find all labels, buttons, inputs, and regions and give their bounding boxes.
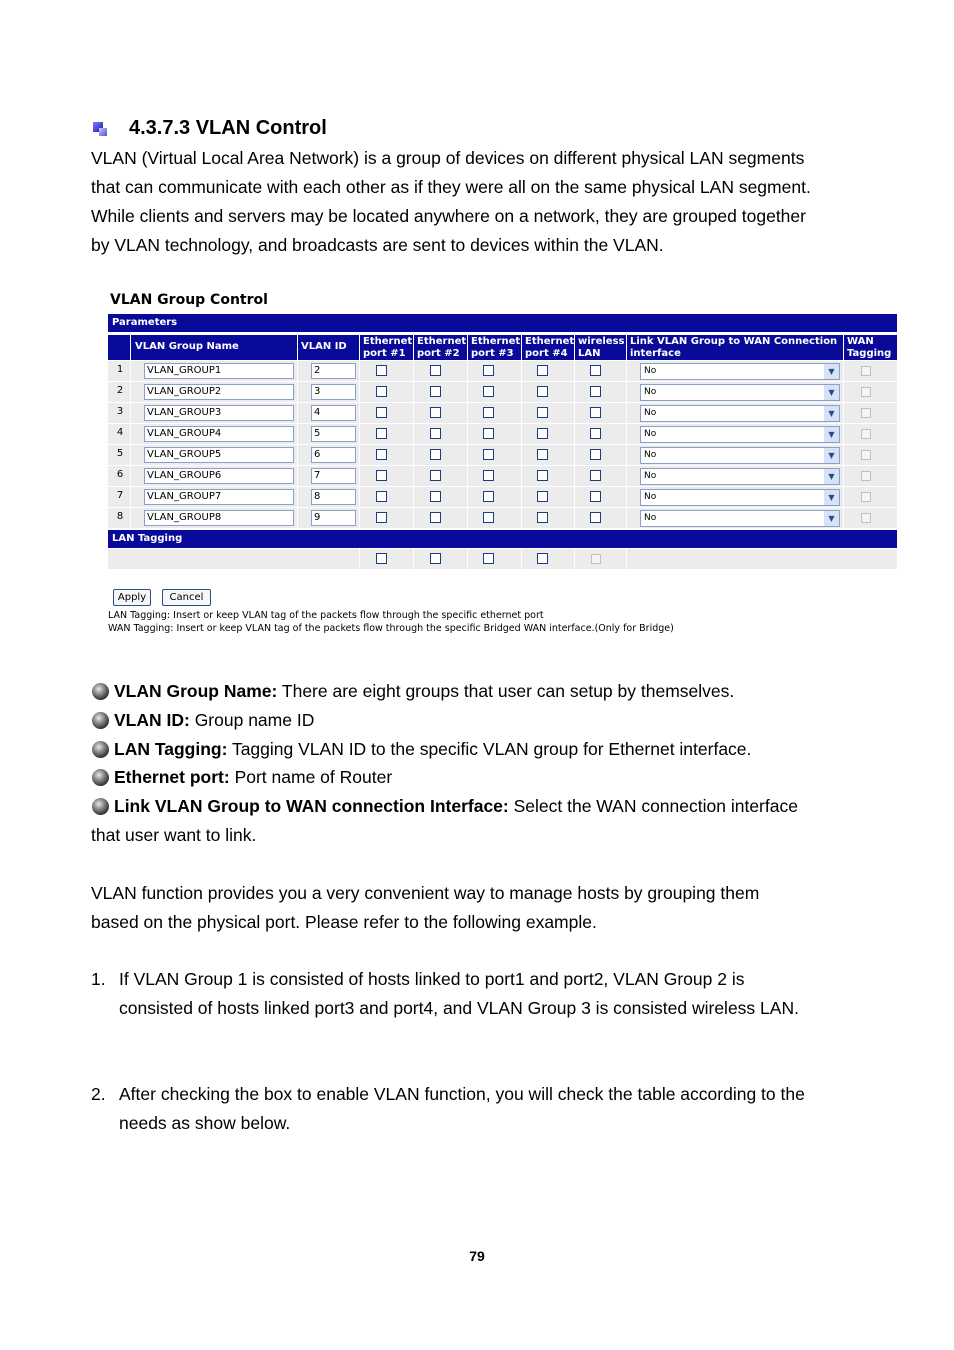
header-ethernet-port-4: Ethernet port #4: [522, 335, 574, 360]
wan-tagging-checkbox[interactable]: [861, 513, 871, 523]
vlan-id-input[interactable]: 6: [311, 447, 356, 463]
bullet-link-vlan-wan: Link VLAN Group to WAN connection Interface: Select the WAN connection interface: [114, 796, 798, 816]
ethernet-port-3-checkbox[interactable]: [483, 449, 494, 460]
ethernet-port-4-checkbox[interactable]: [537, 512, 548, 523]
bullet-vlan-group-name: VLAN Group Name: There are eight groups that user can setup by themselves.: [114, 681, 735, 701]
wireless-lan-checkbox[interactable]: [590, 365, 601, 376]
lan-tagging-note: LAN Tagging: Insert or keep VLAN tag of the packets flow through the specific ethernet port: [108, 610, 544, 621]
ethernet-port-2-checkbox[interactable]: [430, 365, 441, 376]
ethernet-port-1-checkbox[interactable]: [376, 386, 387, 397]
vlan-id-input[interactable]: 3: [311, 384, 356, 400]
chevron-down-icon: ▼: [824, 406, 839, 421]
bullet-continuation: that user want to link.: [91, 825, 257, 845]
wireless-lan-checkbox[interactable]: [590, 449, 601, 460]
round-bullet-icon: [91, 740, 110, 759]
ethernet-port-2-checkbox[interactable]: [430, 470, 441, 481]
ethernet-port-1-checkbox[interactable]: [376, 512, 387, 523]
chevron-down-icon: ▼: [824, 469, 839, 484]
header-wan-tagging: WAN Tagging: [844, 335, 897, 360]
ethernet-port-2-checkbox[interactable]: [430, 386, 441, 397]
page-number: 79: [469, 1248, 485, 1264]
header-vlan-id: VLAN ID: [298, 335, 359, 360]
vlan-group-name-input[interactable]: VLAN_GROUP2: [144, 384, 294, 400]
ethernet-port-3-checkbox[interactable]: [483, 386, 494, 397]
lan-tag-port-1-checkbox[interactable]: [376, 553, 387, 564]
intro-line: While clients and servers may be located anywhere on a network, they are grouped together: [91, 206, 806, 226]
ethernet-port-2-checkbox[interactable]: [430, 512, 441, 523]
intro-paragraph: [91, 144, 891, 260]
wan-tagging-checkbox[interactable]: [861, 387, 871, 397]
link-wan-select[interactable]: No ▼: [640, 489, 840, 506]
header-num: [108, 335, 130, 360]
ethernet-port-4-checkbox[interactable]: [537, 407, 548, 418]
row-number: 3: [116, 406, 124, 417]
ethernet-port-4-checkbox[interactable]: [537, 428, 548, 439]
ethernet-port-4-checkbox[interactable]: [537, 470, 548, 481]
lan-tagging-bar: LAN Tagging: [108, 530, 897, 548]
ethernet-port-2-checkbox[interactable]: [430, 407, 441, 418]
chevron-down-icon: ▼: [824, 490, 839, 505]
parameters-bar: Parameters: [108, 314, 897, 332]
ethernet-port-3-checkbox[interactable]: [483, 512, 494, 523]
ethernet-port-1-checkbox[interactable]: [376, 491, 387, 502]
wan-tagging-checkbox[interactable]: [861, 492, 871, 502]
link-wan-select[interactable]: No ▼: [640, 426, 840, 443]
vlan-id-input[interactable]: 2: [311, 363, 356, 379]
step-number: 2.: [91, 1084, 106, 1104]
step-number: 1.: [91, 969, 106, 989]
lan-tag-port-2-checkbox[interactable]: [430, 553, 441, 564]
lan-tag-wireless-checkbox[interactable]: [591, 554, 601, 564]
vlan-group-name-input[interactable]: VLAN_GROUP4: [144, 426, 294, 442]
header-link-wan: Link VLAN Group to WAN Connection interface: [627, 335, 843, 360]
wireless-lan-checkbox[interactable]: [590, 386, 601, 397]
vlan-group-name-input[interactable]: VLAN_GROUP5: [144, 447, 294, 463]
ethernet-port-1-checkbox[interactable]: [376, 407, 387, 418]
ethernet-port-2-checkbox[interactable]: [430, 449, 441, 460]
bullet-lan-tagging: LAN Tagging: Tagging VLAN ID to the specific VLAN group for Ethernet interface.: [114, 739, 752, 759]
chevron-down-icon: ▼: [824, 511, 839, 526]
header-wireless-lan: wireless LAN: [575, 335, 626, 360]
function-paragraph: [91, 879, 891, 937]
lan-tag-port-4-checkbox[interactable]: [537, 553, 548, 564]
ethernet-port-2-checkbox[interactable]: [430, 428, 441, 439]
section-heading: 4.3.7.3 VLAN Control: [129, 117, 327, 139]
section-bullet-icon: [93, 122, 107, 136]
ethernet-port-1-checkbox[interactable]: [376, 470, 387, 481]
link-wan-select[interactable]: No ▼: [640, 363, 840, 380]
wan-tagging-checkbox[interactable]: [861, 471, 871, 481]
round-bullet-icon: [91, 797, 110, 816]
wireless-lan-checkbox[interactable]: [590, 470, 601, 481]
ethernet-port-1-checkbox[interactable]: [376, 365, 387, 376]
function-line: based on the physical port. Please refer to the following example.: [91, 912, 597, 932]
vlan-ui-title: VLAN Group Control: [110, 292, 268, 308]
row-number: 1: [116, 364, 124, 375]
function-line: VLAN function provides you a very convenient way to manage hosts by grouping them: [91, 883, 760, 903]
vlan-id-input[interactable]: 9: [311, 510, 356, 526]
wan-tagging-checkbox[interactable]: [861, 408, 871, 418]
header-vlan-group-name: VLAN Group Name: [131, 335, 297, 360]
ethernet-port-1-checkbox[interactable]: [376, 449, 387, 460]
link-wan-select[interactable]: No ▼: [640, 405, 840, 422]
lan-tagging-row: [108, 549, 897, 569]
vlan-group-name-input[interactable]: VLAN_GROUP3: [144, 405, 294, 421]
row-number: 5: [116, 448, 124, 459]
vlan-group-name-input[interactable]: VLAN_GROUP7: [144, 489, 294, 505]
vlan-group-name-input[interactable]: VLAN_GROUP1: [144, 363, 294, 379]
ethernet-port-1-checkbox[interactable]: [376, 428, 387, 439]
ethernet-port-2-checkbox[interactable]: [430, 491, 441, 502]
row-number: 8: [116, 511, 124, 522]
intro-line: VLAN (Virtual Local Area Network) is a group of devices on different physical LAN segments: [91, 148, 805, 168]
ethernet-port-3-checkbox[interactable]: [483, 491, 494, 502]
wan-tagging-note: WAN Tagging: Insert or keep VLAN tag of the packets flow through the specific Bridged WAN interface.(Only for Bridge): [108, 623, 674, 634]
link-wan-select[interactable]: No ▼: [640, 384, 840, 401]
round-bullet-icon: [91, 711, 110, 730]
link-wan-select[interactable]: No ▼: [640, 447, 840, 464]
row-number: 6: [116, 469, 124, 480]
cancel-button[interactable]: Cancel: [162, 589, 211, 606]
wan-tagging-checkbox[interactable]: [861, 429, 871, 439]
wan-tagging-checkbox[interactable]: [861, 366, 871, 376]
wireless-lan-checkbox[interactable]: [590, 428, 601, 439]
ethernet-port-3-checkbox[interactable]: [483, 470, 494, 481]
vlan-id-input[interactable]: 5: [311, 426, 356, 442]
chevron-down-icon: ▼: [824, 385, 839, 400]
ethernet-port-4-checkbox[interactable]: [537, 386, 548, 397]
vlan-id-input[interactable]: 7: [311, 468, 356, 484]
wireless-lan-checkbox[interactable]: [590, 512, 601, 523]
ethernet-port-4-checkbox[interactable]: [537, 449, 548, 460]
wan-tagging-checkbox[interactable]: [861, 450, 871, 460]
step-1-text: If VLAN Group 1 is consisted of hosts linked to port1 and port2, VLAN Group 2 is consisted of hosts linked port3 and port4, and VLAN Group 3 is consisted wireless LAN.: [119, 969, 799, 1018]
bullet-ethernet-port: Ethernet port: Port name of Router: [114, 767, 393, 787]
row-number: 4: [116, 427, 124, 438]
wireless-lan-checkbox[interactable]: [590, 407, 601, 418]
header-ethernet-port-3: Ethernet port #3: [468, 335, 521, 360]
vlan-id-input[interactable]: 8: [311, 489, 356, 505]
round-bullet-icon: [91, 768, 110, 787]
intro-line: by VLAN technology, and broadcasts are sent to devices within the VLAN.: [91, 235, 664, 255]
link-wan-select[interactable]: No ▼: [640, 468, 840, 485]
ethernet-port-3-checkbox[interactable]: [483, 407, 494, 418]
intro-line: that can communicate with each other as if they were all on the same physical LAN segment.: [91, 177, 811, 197]
row-number: 7: [116, 490, 124, 501]
apply-button[interactable]: Apply: [113, 589, 151, 606]
header-ethernet-port-2: Ethernet port #2: [414, 335, 467, 360]
chevron-down-icon: ▼: [824, 427, 839, 442]
lan-tag-port-3-checkbox[interactable]: [483, 553, 494, 564]
round-bullet-icon: [91, 682, 110, 701]
vlan-group-name-input[interactable]: VLAN_GROUP6: [144, 468, 294, 484]
ethernet-port-3-checkbox[interactable]: [483, 428, 494, 439]
ethernet-port-4-checkbox[interactable]: [537, 365, 548, 376]
header-ethernet-port-1: Ethernet port #1: [360, 335, 413, 360]
vlan-group-name-input[interactable]: VLAN_GROUP8: [144, 510, 294, 526]
chevron-down-icon: ▼: [824, 448, 839, 463]
ethernet-port-4-checkbox[interactable]: [537, 491, 548, 502]
wireless-lan-checkbox[interactable]: [590, 491, 601, 502]
vlan-id-input[interactable]: 4: [311, 405, 356, 421]
chevron-down-icon: ▼: [824, 364, 839, 379]
bullet-vlan-id: VLAN ID: Group name ID: [114, 710, 315, 730]
link-wan-select[interactable]: No ▼: [640, 510, 840, 527]
step-2-text: After checking the box to enable VLAN function, you will check the table according to the needs as show below.: [119, 1084, 805, 1133]
ethernet-port-3-checkbox[interactable]: [483, 365, 494, 376]
row-number: 2: [116, 385, 124, 396]
